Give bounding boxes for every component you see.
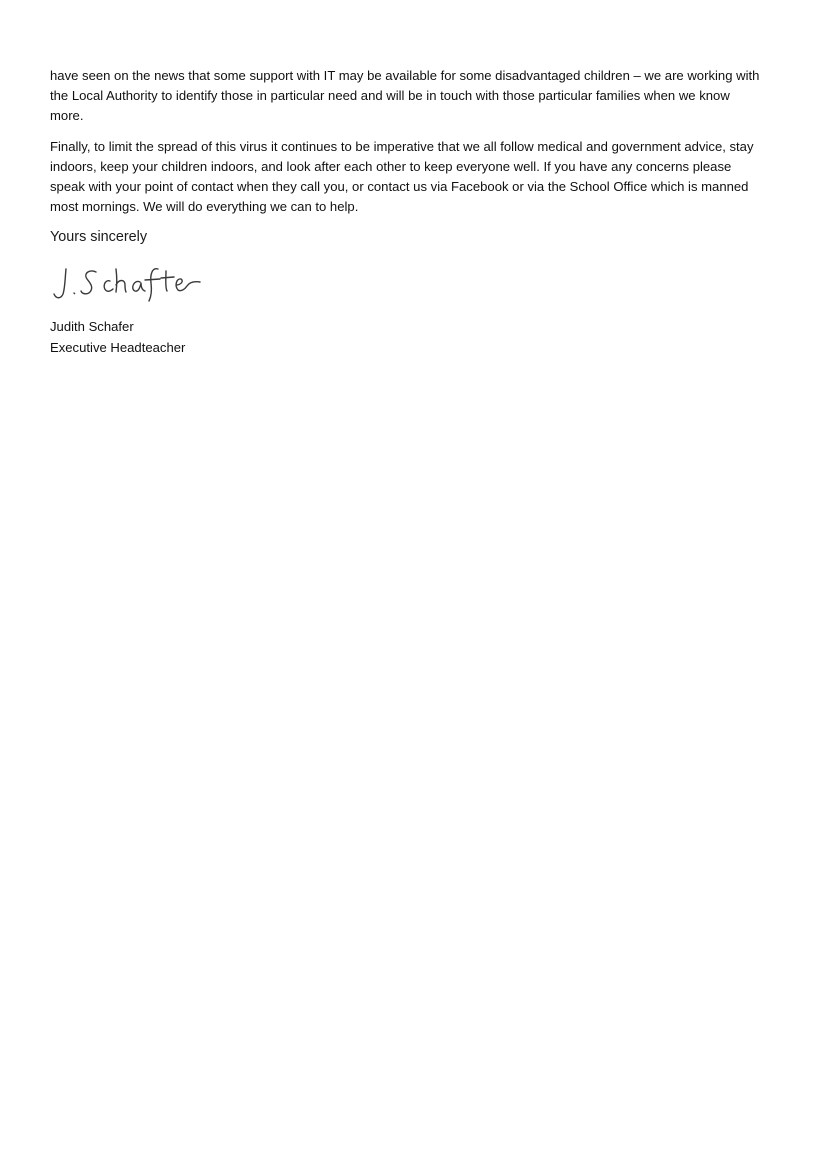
letter-page bbox=[50, 66, 762, 358]
closing-salutation: Yours sincerely bbox=[50, 229, 148, 246]
signature-text bbox=[50, 307, 51, 308]
signatory-block bbox=[50, 317, 762, 357]
signatory-title: Executive Headteacher bbox=[50, 339, 186, 355]
letter-paragraph-support: have seen on the news that some support with IT may be available for some disadvantaged children – we are working with the Local Authority to identify those in particular need and will be in touch with those particular families when we know more. bbox=[50, 68, 760, 124]
letter-paragraph-finally: Finally, to limit the spread of this virus it continues to be imperative that we all follow medical and government advice, stay indoors, keep your children indoors, and look after each other to keep everyone well. If you have any concerns please speak with your point of contact when they call you, or contact us via Facebook or via the School Office which is manned most mornings. We will do everything we can to help. bbox=[50, 138, 754, 215]
handwritten-signature bbox=[50, 261, 220, 307]
signatory-name: Judith Schafer bbox=[50, 319, 134, 335]
